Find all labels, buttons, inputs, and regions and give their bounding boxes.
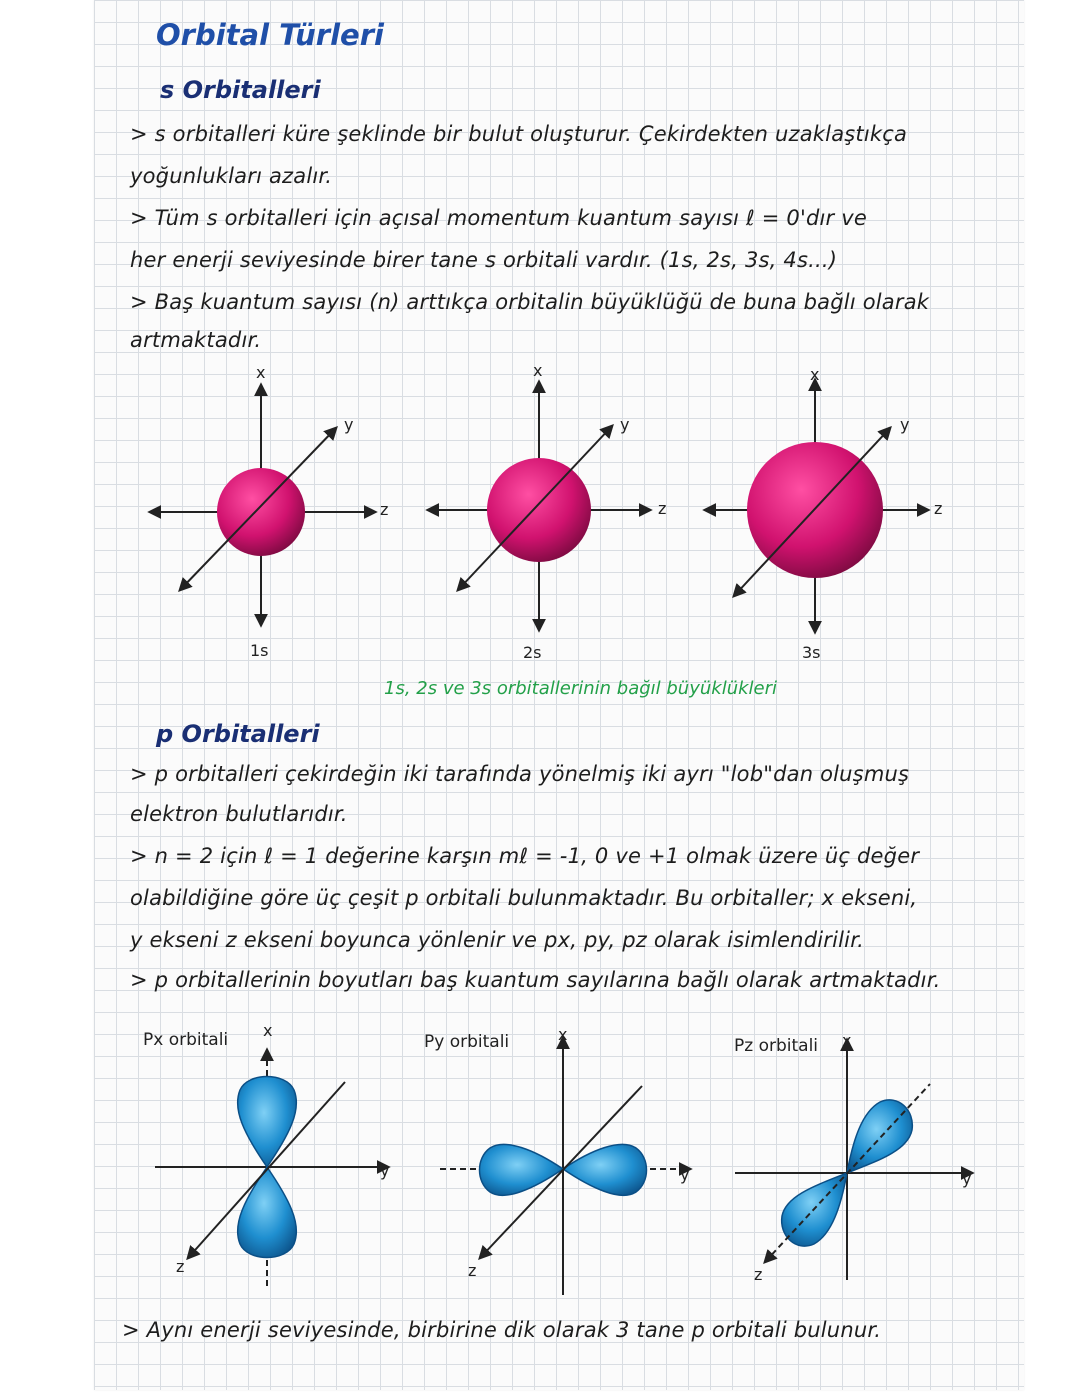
s-line-5: > Baş kuantum sayısı (n) arttıkça orbitalin büyüklüğü de buna bağlı olarak — [130, 290, 930, 314]
px-figure-label: Px orbitali — [143, 1030, 229, 1050]
y-axis-label: y — [344, 415, 354, 434]
x-axis-label: x — [810, 365, 820, 384]
s-figure-caption: 1s, 2s ve 3s orbitallerinin bağıl büyüklükleri — [384, 678, 778, 699]
z-axis-label: z — [658, 499, 667, 518]
p-line-6: > p orbitallerinin boyutları baş kuantum sayılarına bağlı olarak artmaktadır. — [130, 968, 941, 992]
y-axis-label: y — [380, 1161, 390, 1180]
orbital-3s-label: 3s — [802, 643, 821, 662]
x-axis-label: x — [558, 1025, 568, 1044]
y-axis-label: y — [620, 415, 630, 434]
s-section-heading: s Orbitalleri — [160, 76, 321, 104]
px-orbital-figure — [155, 1021, 389, 1290]
p-footer-line: > Aynı enerji seviyesinde, birbirine dik olarak 3 tane p orbitali bulunur. — [122, 1318, 882, 1342]
y-axis-label: y — [962, 1169, 972, 1188]
orbital-1s-label: 1s — [250, 641, 269, 660]
p-line-2: elektron bulutlarıdır. — [130, 802, 348, 826]
px-lobe-bottom — [238, 1167, 297, 1258]
x-axis-label: x — [256, 363, 266, 382]
p-line-5: y ekseni z ekseni boyunca yönlenir ve px, py, pz olarak isimlendirilir. — [130, 928, 864, 952]
s-line-1: > s orbitalleri küre şeklinde bir bulut oluşturur. Çekirdekten uzaklaştıkça — [130, 122, 908, 146]
s-line-2: yoğunlukları azalır. — [130, 164, 333, 188]
z-axis-label: z — [934, 499, 943, 518]
py-lobe-right — [563, 1144, 647, 1195]
p-section-heading: p Orbitalleri — [156, 720, 320, 748]
y-axis-label: y — [680, 1165, 690, 1184]
s-line-3: > Tüm s orbitalleri için açısal momentum kuantum sayısı ℓ = 0'dır ve — [130, 206, 867, 230]
py-orbital-figure — [440, 1025, 690, 1295]
z-axis-label: z — [380, 500, 389, 519]
x-axis-label: x — [533, 361, 543, 380]
p-line-1: > p orbitalleri çekirdeğin iki tarafında yönelmiş iki ayrı "lob"dan oluşmuş — [130, 762, 910, 786]
page-title: Orbital Türleri — [156, 18, 384, 52]
z-axis-label: z — [754, 1265, 763, 1284]
z-axis-label: z — [176, 1257, 185, 1276]
px-lobe-top — [238, 1077, 297, 1168]
z-axis-label: z — [468, 1261, 477, 1280]
pz-figure-label: Pz orbitali — [734, 1036, 819, 1056]
y-axis-label: y — [900, 415, 910, 434]
p-line-3: > n = 2 için ℓ = 1 değerine karşın mℓ = -1, 0 ve +1 olmak üzere üç değer — [130, 844, 920, 868]
s-line-6: artmaktadır. — [130, 328, 262, 352]
x-axis-label: x — [842, 1031, 852, 1050]
orbital-2s-label: 2s — [523, 643, 542, 662]
s-line-4: her enerji seviyesinde birer tane s orbitali vardır. (1s, 2s, 3s, 4s...) — [130, 248, 838, 272]
pz-orbital-figure — [735, 1031, 972, 1284]
py-figure-label: Py orbitali — [424, 1032, 510, 1052]
p-line-4: olabildiğine göre üç çeşit p orbitali bulunmaktadır. Bu orbitaller; x ekseni, — [130, 886, 918, 910]
py-lobe-left — [480, 1144, 564, 1195]
x-axis-label: x — [263, 1021, 273, 1040]
